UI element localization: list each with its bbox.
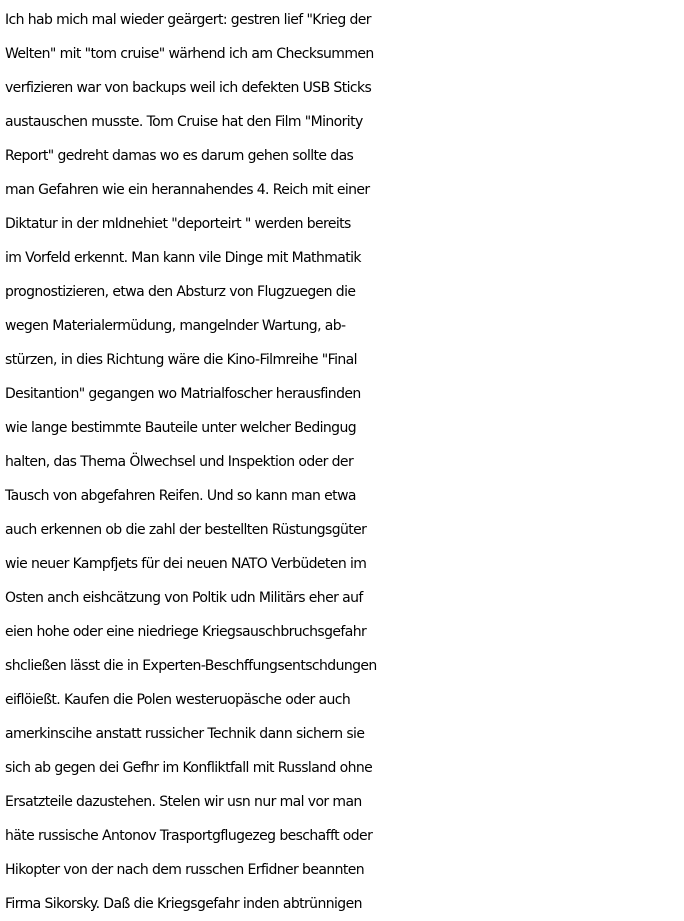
text-line: Tausch von abgefahren Reifen. Und so kann man etwa [5,488,356,504]
text-line: stürzen, in dies Richtung wäre die Kino-Filmreihe "Final [5,352,357,368]
text-line: wie neuer Kampfjets für dei neuen NATO Verbüdeten im [5,556,367,572]
text-line: man Gefahren wie ein herannahendes 4. Reich mit einer [5,182,370,198]
text-line: im Vorfeld erkennt. Man kann vile Dinge mit Mathmatik [5,250,361,266]
text-line: verfizieren war von backups weil ich defekten USB Sticks [5,80,372,96]
text-line: wie lange bestimmte Bauteile unter welcher Bedingug [5,420,357,436]
text-line: Welten" mit "tom cruise" wärhend ich am Checksummen [5,46,374,62]
text-line: wegen Materialermüdung, mangelnder Wartung, ab- [5,318,346,334]
text-line: Ich hab mich mal wieder geärgert: gestren lief "Krieg der [5,12,371,28]
text-line: Hikopter von der nach dem russchen Erfidner beannten [5,862,365,878]
paragraph [5,3,681,921]
text-line: Ersatzteile dazustehen. Stelen wir usn nur mal vor man [5,794,362,810]
text-line: auch erkennen ob die zahl der bestellten Rüstungsgüter [5,522,367,538]
text-line: Report" gedreht damas wo es darum gehen sollte das [5,148,354,164]
text-line: shcließen lässt die in Experten-Beschffungsentschdungen [5,658,377,674]
text-line: austauschen musste. Tom Cruise hat den Film "Minority [5,114,363,130]
text-line: prognostizieren, etwa den Absturz von Flugzuegen die [5,284,356,300]
text-line: sich ab gegen dei Gefhr im Konfliktfall mit Russland ohne [5,760,373,776]
text-line: Osten anch eishcätzung von Poltik udn Militärs eher auf [5,590,363,606]
text-line: halten, das Thema Ölwechsel und Inspektion oder der [5,454,354,470]
text-line: eien hohe oder eine niedriege Kriegsauschbruchsgefahr [5,624,367,640]
text-line: eiflöießt. Kaufen die Polen westeruopäsche oder auch [5,692,351,708]
text-line: Diktatur in der mIdnehiet "deporteirt " werden bereits [5,216,351,232]
text-line: häte russische Antonov Trasportgflugezeg beschafft oder [5,828,373,844]
text-line: Firma Sikorsky. Daß die Kriegsgefahr inden abtrünnigen [5,896,362,912]
text-line: Desitantion" gegangen wo Matrialfoscher herausfinden [5,386,361,402]
text-line: amerkinscihe anstatt russicher Technik dann sichern sie [5,726,365,742]
